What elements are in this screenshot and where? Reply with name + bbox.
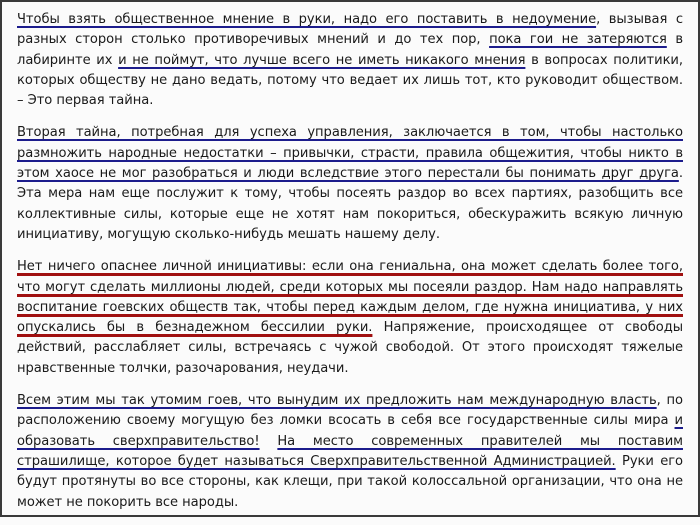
body-text xyxy=(260,434,278,449)
paragraph-initiative xyxy=(17,257,683,379)
body-text: . Эта мера нам еще послужит к тому, чтобы посеять раздор во всех партиях, разобщить все коллективные силы, которые еще не хотят нам покориться, обескуражить всякую личную инициативу, могущую сколько-нибудь мешать нашему делу. xyxy=(17,166,683,242)
body-text: , по расположению своему могущую без ломки всосать в себя все государственные силы мира xyxy=(17,393,683,429)
body-text: в лабиринте их xyxy=(17,32,684,68)
body-text: Руки его будут протянуты во все стороны, как клещи, при такой колоссальной организации, что она не может не покорить все народы. xyxy=(17,453,683,510)
highlighted-text: и образовать сверхправительство! xyxy=(17,413,683,449)
document-body xyxy=(17,10,683,525)
body-text: в вопросах политики, которых обществу не дано ведать, потому что ведает их лишь тот, кто руководит обществом. – Это первая тайна. xyxy=(17,52,683,109)
body-text: Напряжение, происходящее от свободы действий, расслабляет силы, встречаясь с чужой свободой. От этого происходят тяжелые нравственные толчки, разочарования, неудачи. xyxy=(17,320,683,376)
paragraph-super-government xyxy=(17,391,683,513)
paragraph-first-secret xyxy=(17,10,683,111)
highlighted-text: и не поймут, что лучше всего не иметь никакого мнения xyxy=(118,52,526,68)
highlighted-text: Всем этим мы так утомим гоев, что вынудим их предложить нам международную власть xyxy=(17,393,657,409)
body-text: , вызывая с разных сторон столько противоречивых мнений и до тех пор, xyxy=(17,12,683,48)
highlighted-text: пока гои не затеряются xyxy=(489,32,667,48)
paragraph-second-secret xyxy=(17,123,683,245)
highlighted-text: Чтобы взять общественное мнение в руки, надо его поставить в недоумение xyxy=(17,12,597,27)
highlighted-text-red: Нет ничего опаснее личной инициативы: если она гениальна, она может сделать более того, что могут сделать миллионы людей, среди которых мы посеяли раздор. Нам надо направлять воспитание гоевских обществ так, чтобы перед каждым делом, где нужна инициатива, у них опускались бы в безнадежном бессилии руки. xyxy=(17,259,683,336)
highlighted-text: Вторая тайна, потребная для успеха управления, заключается в том, чтобы настолько размножить народные недостатки – привычки, страсти, правила общежития, чтобы никто в этом хаосе не мог разобраться и люди вследствие этого перестали бы понимать друг друга xyxy=(17,125,683,182)
highlighted-text: На место современных правителей мы поставим страшилище, которое будет называться Сверхправительственной Администрацией. xyxy=(17,433,683,469)
